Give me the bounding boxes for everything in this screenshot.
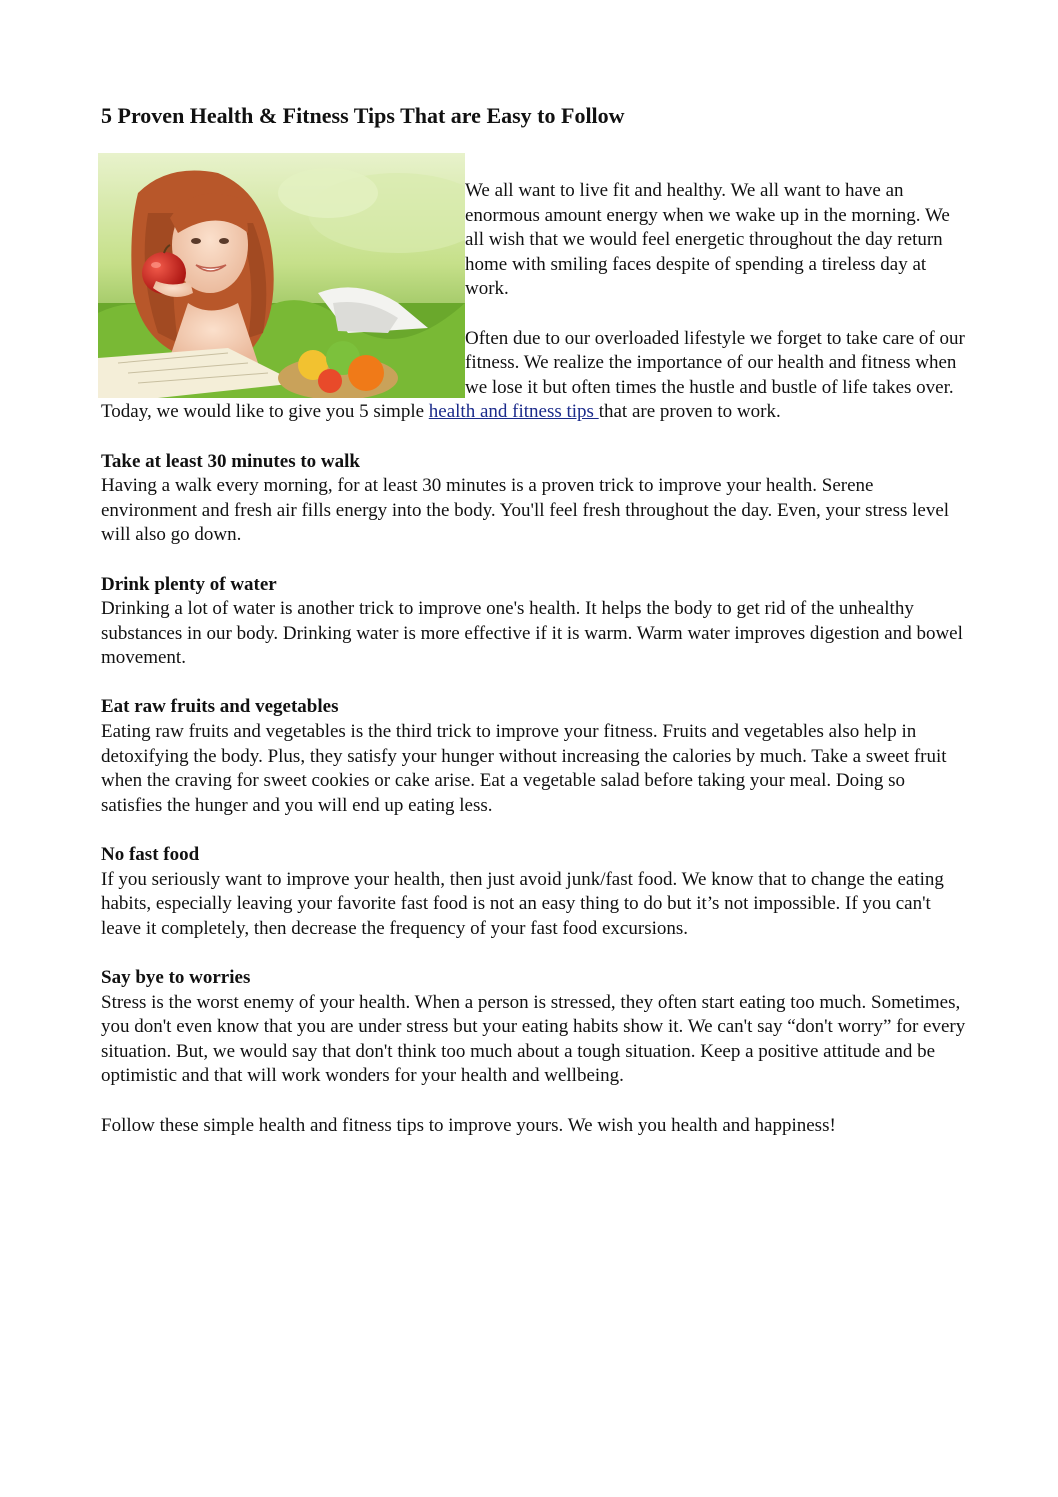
section-fruits xyxy=(101,695,966,818)
closing-paragraph: Follow these simple health and fitness tips to improve yours. We wish you health and happiness! xyxy=(101,1114,836,1136)
section-body: Eating raw fruits and vegetables is the third trick to improve your fitness. Fruits and vegetables also help in detoxifying the body. Plus, they satisfy your hunger without increasing the calories by much. Take a sweet fruit when the craving for sweet cookies or cake arise. Eat a vegetable salad before taking your meal. Doing so satisfies the hunger and you will end up eating less. xyxy=(101,721,947,816)
intro-paragraph-1: We all want to live fit and healthy. We all want to have an enormous amount energy when we wake up in the morning. We all wish that we would feel energetic throughout the day return home with smiling faces despite of spending a tireless day at work. xyxy=(465,180,950,300)
section-heading: Take at least 30 minutes to walk xyxy=(101,450,360,472)
section-body: Drinking a lot of water is another trick to improve one's health. It helps the body to get rid of the unhealthy substances in our body. Drinking water is more effective if it is warm. Warm water improves digestion and bowel movement. xyxy=(101,598,963,669)
intro-paragraph-2-end: that are proven to work. xyxy=(598,401,781,423)
section-body: Having a walk every morning, for at least 30 minutes is a proven trick to improve your health. Serene environment and fresh air fills energy into the body. You'll feel fresh throughout the day. Even, your stress level will also go down. xyxy=(101,475,950,546)
section-heading: Eat raw fruits and vegetables xyxy=(101,696,339,718)
section-body: If you seriously want to improve your health, then just avoid junk/fast food. We know that to change the eating habits, especially leaving your favorite fast food is not an easy thing to do but it’s not impossible. If you can't leave it completely, then decrease the frequency of your fast food excursions. xyxy=(101,868,944,939)
section-walk xyxy=(101,450,966,548)
section-water xyxy=(101,573,966,671)
section-heading: Drink plenty of water xyxy=(101,573,277,595)
document-page xyxy=(101,100,966,1138)
woman-with-apple-photo xyxy=(98,153,465,398)
document-title: 5 Proven Health & Fitness Tips That are Easy to Follow xyxy=(101,103,625,128)
section-body: Stress is the worst enemy of your health. When a person is stressed, they often start eating too much. Sometimes, you don't even know that you are under stress but your eating habits show it. We can't say “don't worry” for every situation. But, we would say that don't think too much about a tough situation. Keep a positive attitude and be optimistic and that will work wonders for your health and wellbeing. xyxy=(101,991,966,1087)
section-heading: Say bye to worries xyxy=(101,967,251,988)
section-fast-food xyxy=(101,843,966,941)
section-heading: No fast food xyxy=(101,844,200,866)
section-worries xyxy=(101,966,966,1089)
intro-paragraph-2-start: Often due to our overloaded lifestyle we forget to take care of our fitness. We realize the importance of our health and fitness when we lose it but often times the hustle and bustle of life takes over. Today, we would like to give you 5 simple xyxy=(101,327,965,423)
health-fitness-tips-link[interactable]: health and fitness tips xyxy=(428,401,599,423)
intro-block xyxy=(101,153,966,425)
